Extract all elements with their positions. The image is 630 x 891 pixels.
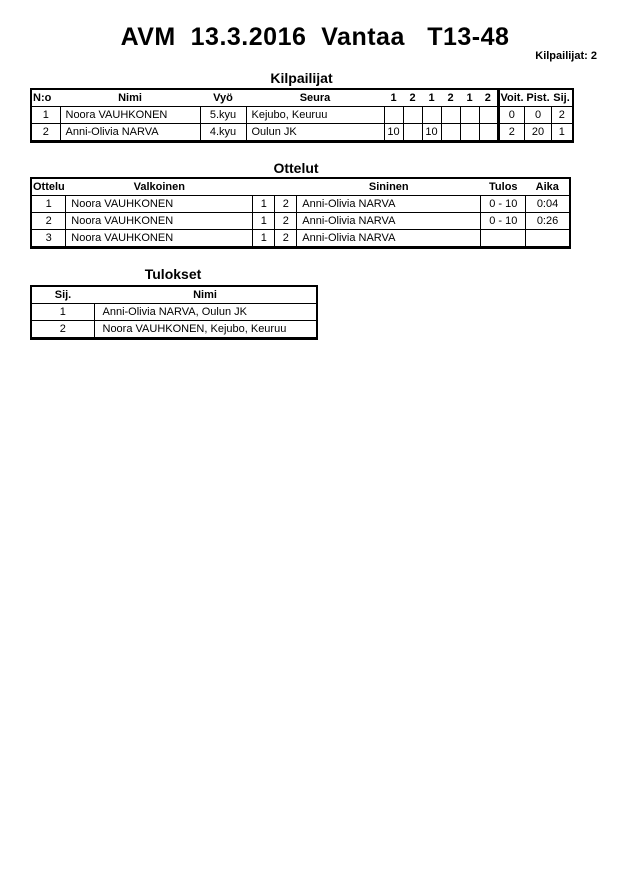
cell-blue-num: 2 <box>275 213 297 230</box>
cell-aika: 0:26 <box>526 213 570 230</box>
column-header-score6: 2 <box>479 89 498 107</box>
column-header-tulos: Tulos <box>481 178 526 196</box>
cell-sij: 1 <box>552 124 573 142</box>
column-header-score5: 1 <box>460 89 479 107</box>
tulokset-header-row <box>31 286 317 304</box>
section-heading-tulokset: Tulokset <box>144 266 202 282</box>
kilpailijat-header-row <box>31 89 573 107</box>
column-header-vyo: Vyö <box>200 89 246 107</box>
kilpailijat-row-1 <box>31 107 573 124</box>
column-header-sij: Sij. <box>552 89 573 107</box>
column-header-aika: Aika <box>526 178 570 196</box>
column-header-seura: Seura <box>246 89 384 107</box>
cell-valkoinen: Noora VAUHKONEN <box>66 213 253 230</box>
cell-score6 <box>479 124 498 142</box>
column-header-white-num <box>253 178 275 196</box>
section-heading-ottelut: Ottelut <box>273 160 319 176</box>
cell-sininen: Anni-Olivia NARVA <box>297 196 481 213</box>
cell-score5 <box>460 107 479 124</box>
cell-blue-num: 2 <box>275 230 297 248</box>
cell-no: 2 <box>31 124 60 142</box>
cell-vyo: 4.kyu <box>200 124 246 142</box>
cell-voit: 2 <box>498 124 525 142</box>
cell-tulos: 0 - 10 <box>481 213 526 230</box>
cell-white-num: 1 <box>253 213 275 230</box>
cell-no: 1 <box>31 107 60 124</box>
cell-nimi: Anni-Olivia NARVA, Oulun JK <box>94 304 317 321</box>
section-heading-kilpailijat: Kilpailijat <box>270 70 333 86</box>
cell-valkoinen: Noora VAUHKONEN <box>66 196 253 213</box>
cell-white-num: 1 <box>253 230 275 248</box>
cell-sij: 2 <box>552 107 573 124</box>
cell-aika <box>526 230 570 248</box>
cell-nimi: Noora VAUHKONEN <box>60 107 200 124</box>
column-header-valkoinen: Valkoinen <box>66 178 253 196</box>
cell-seura: Kejubo, Keuruu <box>246 107 384 124</box>
kilpailijat-row-2 <box>31 124 573 142</box>
column-header-nimi: Nimi <box>94 286 317 304</box>
ottelut-row-3 <box>31 230 570 248</box>
tulokset-table <box>30 285 318 340</box>
column-header-score2: 2 <box>403 89 422 107</box>
cell-pist: 0 <box>525 107 552 124</box>
cell-white-num: 1 <box>253 196 275 213</box>
tulokset-row-1 <box>31 304 317 321</box>
ottelut-header-row <box>31 178 570 196</box>
cell-match-no: 2 <box>31 213 66 230</box>
page-title: AVM 13.3.2016 Vantaa T13-48 <box>120 23 510 51</box>
column-header-score3: 1 <box>422 89 441 107</box>
cell-score5 <box>460 124 479 142</box>
cell-score4 <box>441 124 460 142</box>
cell-score4 <box>441 107 460 124</box>
cell-nimi: Noora VAUHKONEN, Kejubo, Keuruu <box>94 321 317 339</box>
column-header-no: N:o <box>31 89 60 107</box>
column-header-nimi: Nimi <box>60 89 200 107</box>
ottelut-row-2 <box>31 213 570 230</box>
cell-score1: 10 <box>384 124 403 142</box>
cell-sij: 1 <box>31 304 94 321</box>
competitors-count-label: Kilpailijat: 2 <box>535 50 597 62</box>
cell-score3: 10 <box>422 124 441 142</box>
cell-sininen: Anni-Olivia NARVA <box>297 213 481 230</box>
tulokset-row-2 <box>31 321 317 339</box>
cell-score2 <box>403 124 422 142</box>
ottelut-row-1 <box>31 196 570 213</box>
ottelut-table <box>30 177 571 249</box>
cell-aika: 0:04 <box>526 196 570 213</box>
cell-score1 <box>384 107 403 124</box>
column-header-voit: Voit. <box>498 89 525 107</box>
cell-seura: Oulun JK <box>246 124 384 142</box>
cell-sininen: Anni-Olivia NARVA <box>297 230 481 248</box>
column-header-score4: 2 <box>441 89 460 107</box>
cell-blue-num: 2 <box>275 196 297 213</box>
cell-pist: 20 <box>525 124 552 142</box>
cell-sij: 2 <box>31 321 94 339</box>
cell-valkoinen: Noora VAUHKONEN <box>66 230 253 248</box>
column-header-sij: Sij. <box>31 286 94 304</box>
cell-score2 <box>403 107 422 124</box>
cell-nimi: Anni-Olivia NARVA <box>60 124 200 142</box>
cell-tulos: 0 - 10 <box>481 196 526 213</box>
cell-score6 <box>479 107 498 124</box>
column-header-score1: 1 <box>384 89 403 107</box>
cell-tulos <box>481 230 526 248</box>
column-header-sininen: Sininen <box>297 178 481 196</box>
cell-match-no: 1 <box>31 196 66 213</box>
cell-match-no: 3 <box>31 230 66 248</box>
column-header-blue-num <box>275 178 297 196</box>
cell-vyo: 5.kyu <box>200 107 246 124</box>
column-header-ottelu: Ottelu <box>31 178 66 196</box>
kilpailijat-table <box>30 88 574 143</box>
column-header-pist: Pist. <box>525 89 552 107</box>
cell-score3 <box>422 107 441 124</box>
cell-voit: 0 <box>498 107 525 124</box>
